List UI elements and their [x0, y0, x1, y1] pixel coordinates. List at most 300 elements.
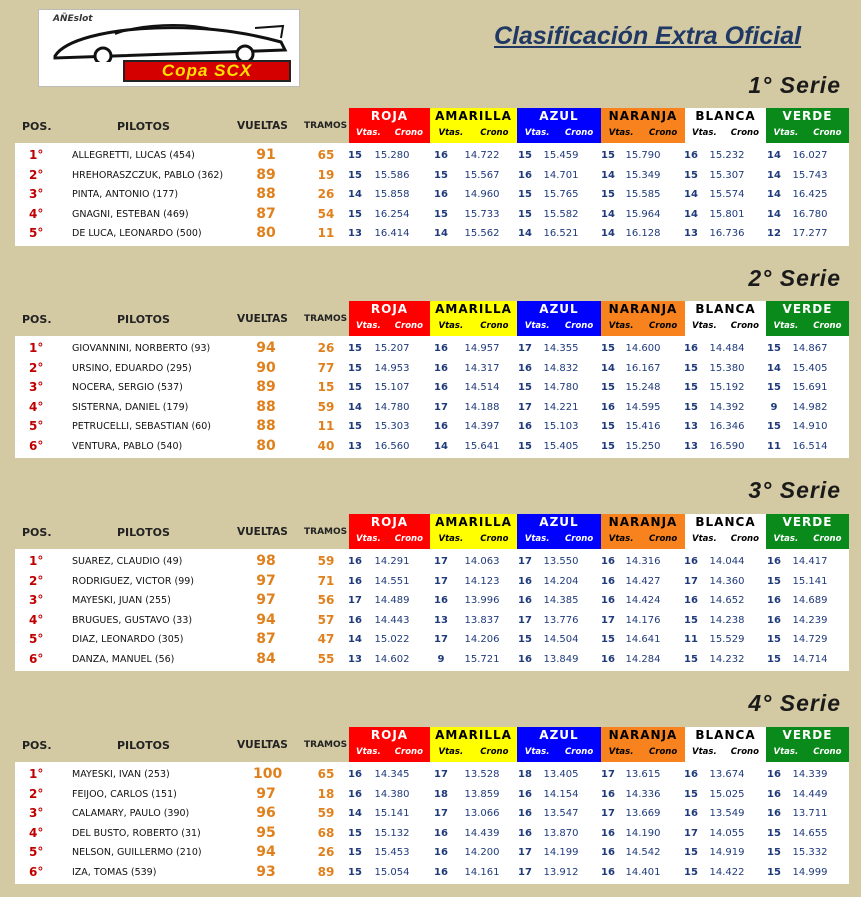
color-header-blanca — [685, 108, 766, 143]
crono-amarilla: 13.996 — [464, 595, 500, 606]
laps-naranja: 15 — [601, 382, 615, 393]
color-header-amarilla — [430, 514, 517, 549]
color-name: ROJA — [370, 515, 409, 529]
laps-naranja: 17 — [601, 769, 615, 780]
table-body — [15, 336, 849, 458]
crono-azul: 14.701 — [543, 169, 579, 181]
laps-amarilla: 17 — [434, 808, 448, 819]
sections: 26 — [317, 187, 335, 201]
pilot-name: SUAREZ, CLAUDIO (49) — [72, 556, 183, 567]
crono-blanca: 14.422 — [709, 866, 745, 878]
laps-blanca: 16 — [684, 595, 698, 606]
position: 4° — [29, 612, 44, 627]
position: 5° — [29, 226, 44, 240]
crono-roja: 14.489 — [374, 595, 410, 606]
pilot-name: HREHORASZCZUK, PABLO (362) — [72, 169, 224, 181]
color-subheader — [685, 125, 766, 143]
color-header-amarilla — [430, 727, 517, 762]
vtas-label: Vtas. — [773, 534, 799, 544]
laps-roja: 14 — [348, 189, 362, 200]
laps-verde: 9 — [770, 401, 778, 413]
color-name: VERDE — [782, 728, 833, 742]
color-header-roja — [349, 514, 430, 549]
crono-verde: 13.711 — [792, 808, 828, 819]
sections: 15 — [317, 380, 335, 394]
crono-azul: 15.405 — [543, 440, 579, 452]
crono-verde: 14.910 — [792, 421, 828, 432]
crono-blanca: 14.652 — [709, 595, 745, 606]
crono-amarilla: 14.722 — [464, 150, 500, 161]
color-subheader — [601, 125, 685, 143]
laps-roja: 15 — [348, 382, 362, 393]
crono-blanca: 15.025 — [709, 788, 745, 800]
crono-naranja: 15.964 — [625, 208, 661, 220]
crono-azul: 13.405 — [543, 769, 579, 780]
sections: 71 — [317, 573, 335, 588]
header-pos: POS. — [22, 120, 52, 133]
crono-blanca: 14.360 — [709, 575, 745, 587]
total-laps: 87 — [256, 205, 276, 222]
color-name: NARANJA — [608, 515, 678, 529]
crono-roja: 14.602 — [374, 653, 410, 665]
vtas-label: Vtas. — [608, 747, 634, 757]
color-subheader — [349, 531, 430, 549]
laps-verde: 11 — [767, 440, 781, 452]
crono-label: Crono — [480, 534, 509, 544]
laps-roja: 15 — [348, 421, 362, 432]
crono-amarilla: 14.957 — [464, 343, 500, 354]
color-subheader — [766, 125, 849, 143]
total-laps: 97 — [256, 572, 276, 589]
vtas-label: Vtas. — [608, 534, 634, 544]
laps-azul: 15 — [518, 150, 532, 161]
crono-amarilla: 15.721 — [464, 653, 500, 665]
color-name: NARANJA — [608, 302, 678, 316]
vtas-label: Vtas. — [356, 321, 381, 331]
laps-amarilla: 16 — [434, 189, 448, 200]
crono-label: Crono — [480, 128, 509, 138]
position: 1° — [29, 767, 44, 781]
serie-table — [15, 301, 849, 458]
crono-naranja: 14.401 — [625, 866, 661, 878]
laps-verde: 15 — [767, 634, 781, 645]
laps-roja: 14 — [348, 401, 362, 413]
laps-azul: 15 — [518, 208, 532, 220]
crono-verde: 14.867 — [792, 343, 828, 354]
crono-naranja: 15.416 — [625, 421, 661, 432]
header-pos: POS. — [22, 739, 52, 752]
crono-blanca: 15.192 — [709, 382, 745, 393]
laps-roja: 15 — [348, 169, 362, 181]
crono-naranja: 14.336 — [625, 788, 661, 800]
laps-roja: 15 — [348, 343, 362, 354]
table-header — [15, 301, 849, 336]
sections: 65 — [317, 767, 335, 781]
laps-verde: 15 — [767, 827, 781, 839]
crono-azul: 14.204 — [543, 575, 579, 587]
crono-verde: 16.514 — [792, 440, 828, 452]
header-vueltas: VUELTAS — [237, 526, 288, 538]
header-pilotos: PILOTOS — [117, 526, 170, 539]
crono-label: Crono — [394, 128, 423, 138]
crono-roja: 15.207 — [374, 343, 410, 354]
laps-blanca: 13 — [684, 440, 698, 452]
logo — [38, 9, 300, 87]
laps-amarilla: 16 — [434, 595, 448, 606]
laps-amarilla: 16 — [434, 827, 448, 839]
crono-naranja: 14.595 — [625, 401, 661, 413]
crono-amarilla: 14.397 — [464, 421, 500, 432]
total-laps: 80 — [256, 437, 276, 454]
page-title: Clasificación Extra Oficial — [494, 22, 802, 50]
color-subheader — [601, 318, 685, 336]
color-header-azul — [517, 727, 601, 762]
sections: 89 — [317, 864, 335, 879]
laps-blanca: 17 — [684, 827, 698, 839]
laps-naranja: 16 — [601, 595, 615, 606]
crono-blanca: 16.736 — [709, 228, 745, 239]
laps-azul: 17 — [518, 343, 532, 354]
laps-naranja: 16 — [601, 575, 615, 587]
position: 3° — [29, 187, 44, 201]
table-row — [15, 765, 849, 785]
color-name: AZUL — [539, 515, 579, 529]
sections: 54 — [317, 206, 335, 221]
crono-verde: 16.425 — [792, 189, 828, 200]
laps-azul: 18 — [518, 769, 532, 780]
laps-blanca: 13 — [684, 228, 698, 239]
total-laps: 94 — [256, 611, 276, 628]
logo-copa-text: Copa SCX — [123, 60, 291, 82]
crono-label: Crono — [730, 747, 759, 757]
crono-verde: 15.691 — [792, 382, 828, 393]
position: 4° — [29, 825, 44, 840]
crono-naranja: 15.248 — [625, 382, 661, 393]
color-subheader — [601, 531, 685, 549]
crono-label: Crono — [730, 128, 759, 138]
color-name: BLANCA — [695, 515, 756, 529]
laps-blanca: 14 — [684, 189, 698, 200]
crono-amarilla: 14.317 — [464, 362, 500, 374]
color-header-azul — [517, 108, 601, 143]
color-header-blanca — [685, 301, 766, 336]
crono-verde: 14.999 — [792, 866, 828, 878]
vtas-label: Vtas. — [608, 321, 634, 331]
crono-blanca: 14.044 — [709, 556, 745, 567]
sections: 59 — [317, 806, 335, 820]
total-laps: 84 — [256, 650, 276, 667]
table-row — [15, 611, 849, 631]
crono-verde: 15.141 — [792, 575, 828, 587]
color-subheader — [430, 318, 517, 336]
crono-amarilla: 14.123 — [464, 575, 500, 587]
crono-naranja: 13.615 — [625, 769, 661, 780]
crono-azul: 13.849 — [543, 653, 579, 665]
crono-azul: 14.154 — [543, 788, 579, 800]
laps-naranja: 15 — [601, 440, 615, 452]
color-header-verde — [766, 301, 849, 336]
sections: 26 — [317, 845, 335, 859]
color-subheader — [685, 531, 766, 549]
laps-amarilla: 16 — [434, 382, 448, 393]
laps-amarilla: 16 — [434, 421, 448, 432]
laps-azul: 17 — [518, 556, 532, 567]
vtas-label: Vtas. — [524, 128, 550, 138]
crono-azul: 14.199 — [543, 847, 579, 858]
crono-roja: 15.107 — [374, 382, 410, 393]
crono-label: Crono — [565, 128, 594, 138]
laps-roja: 14 — [348, 808, 362, 819]
pilot-name: GIOVANNINI, NORBERTO (93) — [72, 343, 211, 354]
crono-roja: 14.780 — [374, 401, 410, 413]
crono-verde: 14.417 — [792, 556, 828, 567]
pilot-name: URSINO, EDUARDO (295) — [72, 362, 192, 374]
laps-amarilla: 15 — [434, 208, 448, 220]
crono-blanca: 14.238 — [709, 614, 745, 626]
position: 2° — [29, 360, 44, 375]
header-tramos: TRAMOS — [304, 314, 348, 324]
table-row — [15, 824, 849, 844]
sections: 11 — [317, 419, 335, 433]
crono-amarilla: 14.439 — [464, 827, 500, 839]
pilot-name: PETRUCELLI, SEBASTIAN (60) — [72, 421, 211, 432]
laps-naranja: 15 — [601, 189, 615, 200]
crono-label: Crono — [565, 321, 594, 331]
laps-azul: 16 — [518, 421, 532, 432]
crono-verde: 14.729 — [792, 634, 828, 645]
serie-title: 1° Serie — [748, 72, 841, 98]
total-laps: 88 — [256, 398, 276, 415]
sections: 47 — [317, 632, 335, 646]
crono-label: Crono — [649, 534, 678, 544]
header-tramos: TRAMOS — [304, 527, 348, 537]
pilot-name: DEL BUSTO, ROBERTO (31) — [72, 827, 201, 839]
color-name: BLANCA — [695, 109, 756, 123]
header-pilotos: PILOTOS — [117, 739, 170, 752]
pilot-name: DIAZ, LEONARDO (305) — [72, 634, 184, 645]
laps-verde: 14 — [767, 150, 781, 161]
table-row — [15, 417, 849, 437]
crono-label: Crono — [813, 534, 842, 544]
position: 1° — [29, 554, 44, 568]
total-laps: 88 — [256, 418, 276, 434]
color-name: BLANCA — [695, 728, 756, 742]
laps-roja: 15 — [348, 208, 362, 220]
crono-naranja: 15.349 — [625, 169, 661, 181]
table-header — [15, 727, 849, 762]
sections: 57 — [317, 612, 335, 627]
color-name: VERDE — [782, 109, 833, 123]
laps-verde: 15 — [767, 575, 781, 587]
pilot-name: FEIJOO, CARLOS (151) — [72, 788, 177, 800]
crono-roja: 16.560 — [374, 440, 410, 452]
laps-azul: 15 — [518, 189, 532, 200]
position: 3° — [29, 593, 44, 607]
position: 2° — [29, 167, 44, 182]
crono-roja: 14.380 — [374, 788, 410, 800]
crono-amarilla: 14.200 — [464, 847, 500, 858]
crono-naranja: 15.250 — [625, 440, 661, 452]
color-header-naranja — [601, 301, 685, 336]
position: 3° — [29, 806, 44, 820]
laps-naranja: 14 — [601, 169, 615, 181]
table-row — [15, 785, 849, 805]
crono-blanca: 13.674 — [709, 769, 745, 780]
total-laps: 88 — [256, 186, 276, 202]
crono-amarilla: 15.567 — [464, 169, 500, 181]
pilot-name: MAYESKI, IVAN (253) — [72, 769, 170, 780]
color-name: AZUL — [539, 302, 579, 316]
laps-azul: 16 — [518, 595, 532, 606]
laps-azul: 16 — [518, 362, 532, 374]
crono-roja: 14.953 — [374, 362, 410, 374]
color-name: VERDE — [782, 302, 833, 316]
header-pilotos: PILOTOS — [117, 313, 170, 326]
vtas-label: Vtas. — [356, 534, 381, 544]
crono-verde: 14.982 — [792, 401, 828, 413]
serie-table — [15, 514, 849, 671]
vtas-label: Vtas. — [773, 128, 799, 138]
laps-blanca: 15 — [684, 169, 698, 181]
table-row — [15, 552, 849, 572]
color-header-roja — [349, 727, 430, 762]
sections: 26 — [317, 341, 335, 355]
position: 5° — [29, 419, 44, 433]
header-vueltas: VUELTAS — [237, 120, 288, 132]
laps-verde: 16 — [767, 808, 781, 819]
table-row — [15, 339, 849, 359]
laps-verde: 15 — [767, 343, 781, 354]
vtas-label: Vtas. — [692, 747, 717, 757]
crono-verde: 14.339 — [792, 769, 828, 780]
laps-verde: 15 — [767, 653, 781, 665]
color-subheader — [685, 318, 766, 336]
position: 4° — [29, 399, 44, 414]
table-row — [15, 166, 849, 186]
crono-label: Crono — [565, 534, 594, 544]
crono-label: Crono — [394, 747, 423, 757]
laps-verde: 15 — [767, 866, 781, 878]
color-header-verde — [766, 514, 849, 549]
crono-amarilla: 14.514 — [464, 382, 500, 393]
color-header-roja — [349, 301, 430, 336]
laps-verde: 15 — [767, 382, 781, 393]
laps-azul: 16 — [518, 575, 532, 587]
sections: 68 — [317, 825, 335, 840]
crono-naranja: 13.669 — [625, 808, 661, 819]
pilot-name: MAYESKI, JUAN (255) — [72, 595, 171, 606]
brand-text: AÑEslot — [53, 14, 93, 24]
vtas-label: Vtas. — [438, 128, 464, 138]
laps-roja: 15 — [348, 827, 362, 839]
color-subheader — [349, 318, 430, 336]
total-laps: 97 — [256, 785, 276, 802]
laps-roja: 13 — [348, 653, 362, 665]
position: 4° — [29, 206, 44, 221]
crono-verde: 17.277 — [792, 228, 828, 239]
position: 2° — [29, 786, 44, 801]
crono-label: Crono — [813, 321, 842, 331]
crono-naranja: 14.176 — [625, 614, 661, 626]
crono-roja: 14.345 — [374, 769, 410, 780]
sections: 40 — [317, 438, 335, 453]
table-row — [15, 804, 849, 824]
color-name: ROJA — [370, 109, 409, 123]
total-laps: 89 — [256, 166, 276, 183]
color-header-verde — [766, 727, 849, 762]
color-subheader — [517, 531, 601, 549]
color-header-naranja — [601, 727, 685, 762]
crono-verde: 15.405 — [792, 362, 828, 374]
crono-amarilla: 15.562 — [464, 228, 500, 239]
laps-roja: 16 — [348, 556, 362, 567]
sections: 59 — [317, 554, 335, 568]
color-subheader — [766, 531, 849, 549]
crono-label: Crono — [394, 321, 423, 331]
color-name: AMARILLA — [435, 515, 512, 529]
table-row — [15, 146, 849, 166]
pilot-name: RODRIGUEZ, VICTOR (99) — [72, 575, 194, 587]
laps-naranja: 17 — [601, 614, 615, 626]
laps-naranja: 16 — [601, 847, 615, 858]
crono-amarilla: 13.066 — [464, 808, 500, 819]
crono-blanca: 14.484 — [709, 343, 745, 354]
table-row — [15, 224, 849, 244]
laps-amarilla: 9 — [437, 653, 445, 665]
laps-roja: 14 — [348, 634, 362, 645]
laps-naranja: 16 — [601, 401, 615, 413]
crono-azul: 14.385 — [543, 595, 579, 606]
crono-azul: 13.912 — [543, 866, 579, 878]
crono-naranja: 14.600 — [625, 343, 661, 354]
position: 3° — [29, 380, 44, 394]
laps-roja: 15 — [348, 150, 362, 161]
position: 6° — [29, 864, 44, 879]
laps-blanca: 15 — [684, 614, 698, 626]
vtas-label: Vtas. — [692, 534, 717, 544]
laps-azul: 17 — [518, 614, 532, 626]
crono-azul: 14.221 — [543, 401, 579, 413]
laps-roja: 16 — [348, 769, 362, 780]
crono-naranja: 14.190 — [625, 827, 661, 839]
color-name: NARANJA — [608, 109, 678, 123]
laps-azul: 15 — [518, 440, 532, 452]
laps-amarilla: 17 — [434, 401, 448, 413]
table-row — [15, 205, 849, 225]
serie-title: 2° Serie — [748, 265, 841, 291]
crono-roja: 15.022 — [374, 634, 410, 645]
pilot-name: DE LUCA, LEONARDO (500) — [72, 228, 202, 239]
crono-naranja: 16.167 — [625, 362, 661, 374]
color-header-naranja — [601, 108, 685, 143]
table-body — [15, 143, 849, 246]
laps-roja: 13 — [348, 228, 362, 239]
laps-verde: 15 — [767, 421, 781, 432]
color-name: AZUL — [539, 109, 579, 123]
laps-naranja: 17 — [601, 808, 615, 819]
color-subheader — [430, 531, 517, 549]
laps-blanca: 15 — [684, 653, 698, 665]
crono-label: Crono — [813, 128, 842, 138]
laps-verde: 14 — [767, 362, 781, 374]
crono-roja: 15.141 — [374, 808, 410, 819]
vtas-label: Vtas. — [438, 747, 464, 757]
header-pilotos: PILOTOS — [117, 120, 170, 133]
laps-blanca: 14 — [684, 208, 698, 220]
total-laps: 95 — [256, 824, 276, 841]
crono-roja: 16.414 — [374, 228, 410, 239]
crono-verde: 14.689 — [792, 595, 828, 606]
